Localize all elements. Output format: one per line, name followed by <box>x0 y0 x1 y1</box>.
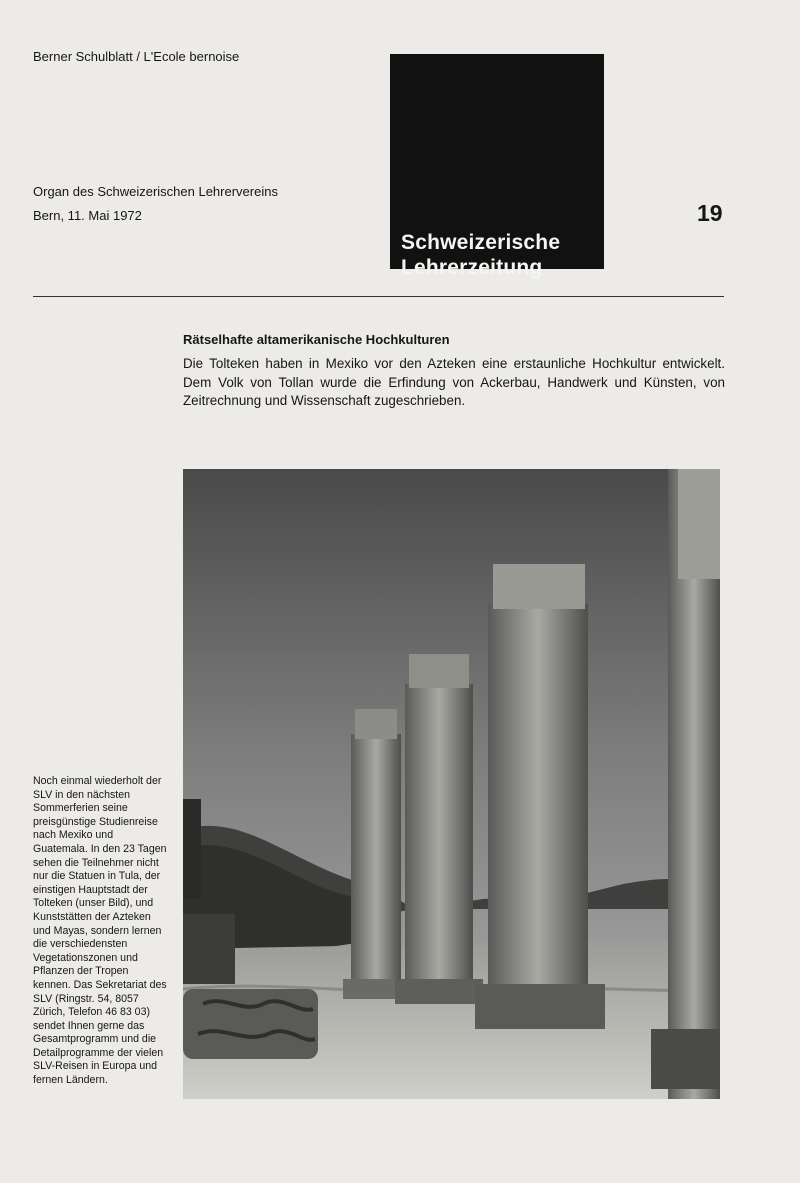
masthead-block <box>390 54 604 279</box>
article-intro: Die Tolteken haben in Mexiko vor den Azteken eine erstaunliche Hochkultur entwickelt. Dem Volk von Tollan wurde die Erfindung von Ackerbau, Handwerk und Künsten, von Zeitrechnung und Wissenschaft zugeschrieben. <box>183 356 725 408</box>
masthead-title-line1: Schweizerische <box>401 231 561 254</box>
article-headline: Rätselhafte altamerikanische Hochkulturen <box>183 332 450 347</box>
publication-name: Berner Schulblatt / L'Ecole bernoise <box>33 49 240 64</box>
header-divider <box>33 296 724 297</box>
issue-date: Bern, 11. Mai 1972 <box>33 208 142 223</box>
issue-number: 19 <box>697 200 723 226</box>
masthead-title-line2: Lehrerzeitung <box>401 256 543 279</box>
organ-line: Organ des Schweizerischen Lehrervereins <box>33 184 278 199</box>
photo-caption: Noch einmal wiederholt der SLV in den nächsten Sommerferien seine preisgünstige Studienreise nach Mexiko und Guatemala. In den 23 Tagen sehen die Teilnehmer nicht nur die Statuen in Tula, der einstigen Hauptstadt der Tolteken (unser Bild), und Kunststätten der Azteken und Mayas, sondern lernen die verschiedensten Vegetationszonen und Pflanzen der Tropen kennen. Das Sekretariat des SLV (Ringstr. 54, 8057 Zürich, Telefon 46 83 03) sendet Ihnen gerne das Gesamtprogramm und die Detailprogramme der vielen SLV-Reisen in Europa und fernen Ländern. <box>33 775 167 1087</box>
tula-statues-photo <box>183 469 720 1099</box>
